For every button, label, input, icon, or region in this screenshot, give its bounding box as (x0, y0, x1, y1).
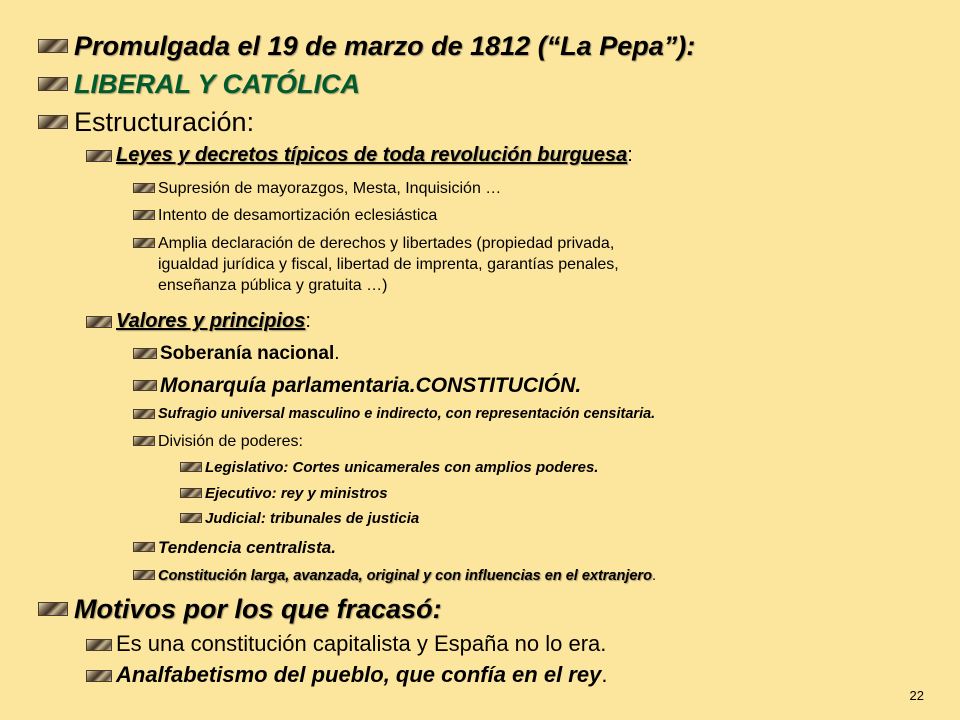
bullet-line-supresion (133, 178, 501, 199)
bullet-line-motivos (38, 593, 442, 625)
bullet-line-soberania (133, 342, 340, 366)
page-number: 22 (909, 688, 924, 703)
intento-text: Intento de desamortización eclesiástica (158, 207, 438, 224)
bullet-line-division (133, 431, 303, 452)
soberania-text: Soberanía nacional (160, 343, 335, 364)
motivos-text: Motivos por los que fracasó: (74, 594, 442, 624)
analfabetismo-suffix: . (601, 662, 608, 687)
bullet-icon (38, 115, 68, 129)
bullet-line-tendencia (133, 537, 336, 559)
bullet-icon (133, 348, 157, 359)
ejecutivo-text: Ejecutivo: rey y ministros (205, 485, 388, 502)
bullet-icon (133, 183, 155, 193)
bullet-icon (38, 602, 68, 616)
bullet-line-analfabetismo (86, 662, 607, 688)
capitalista-text: Es una constitución capitalista y España no lo era. (116, 631, 607, 656)
sufragio-text: Sufragio universal masculino e indirecto, con representación censitaria. (158, 406, 656, 422)
amplia-line-3: enseñanza pública y gratuita …) (158, 277, 388, 294)
bullet-line-capitalista (86, 631, 606, 657)
constitucion-text: Constitución larga, avanzada, original y con influencias en el extranjero (158, 568, 652, 584)
amplia-line-2: igualdad jurídica y fiscal, libertad de imprenta, garantías penales, (158, 256, 619, 273)
bullet-line-amplia (133, 233, 619, 296)
bullet-line-constitucion (133, 566, 656, 586)
valores-suffix: : (305, 310, 311, 332)
bullet-icon (133, 542, 155, 552)
bullet-icon (38, 39, 68, 53)
bullet-icon (180, 488, 202, 498)
legislativo-text: Legislativo: Cortes unicamerales con amplios poderes. (205, 459, 599, 476)
bullet-icon (86, 150, 112, 162)
monarquia-text: Monarquía parlamentaria.CONSTITUCIÓN. (160, 374, 582, 397)
leyes-suffix: : (627, 144, 633, 166)
bullet-line-promulgada (38, 30, 695, 62)
bullet-line-sufragio (133, 405, 655, 424)
bullet-icon (86, 670, 112, 682)
bullet-icon (133, 570, 155, 580)
bullet-line-ejecutivo (180, 484, 388, 504)
bullet-line-intento (133, 205, 437, 226)
amplia-line-1: Amplia declaración de derechos y libertades (propiedad privada, (158, 235, 615, 252)
tendencia-text: Tendencia centralista. (158, 538, 336, 557)
analfabetismo-text: Analfabetismo del pueblo, que confía en el rey (116, 662, 602, 687)
soberania-suffix: . (334, 343, 340, 364)
estructuracion-text: Estructuración: (74, 107, 255, 137)
bullet-line-judicial (180, 509, 419, 529)
amplia-text (158, 233, 619, 296)
bullet-icon (180, 513, 202, 523)
leyes-text: Leyes y decretos típicos de toda revolución burguesa (116, 144, 628, 166)
constitucion-suffix: . (651, 568, 656, 584)
bullet-icon (38, 77, 68, 91)
liberal-text: LIBERAL Y CATÓLICA (74, 69, 361, 99)
bullet-line-monarquia (133, 373, 581, 398)
bullet-line-legislativo (180, 458, 598, 478)
bullet-line-liberal (38, 68, 360, 100)
judicial-text: Judicial: tribunales de justicia (205, 510, 420, 527)
valores-text: Valores y principios (116, 310, 306, 332)
promulgada-text: Promulgada el 19 de marzo de 1812 (“La Pepa”): (74, 31, 696, 61)
supresion-text: Supresión de mayorazgos, Mesta, Inquisición … (158, 180, 502, 197)
bullet-icon (133, 380, 157, 391)
bullet-icon (133, 238, 155, 248)
bullet-line-valores (86, 309, 311, 334)
bullet-icon (133, 210, 155, 220)
bullet-icon (133, 436, 155, 446)
bullet-icon (133, 409, 155, 419)
bullet-icon (180, 462, 202, 472)
bullet-line-leyes (86, 143, 633, 168)
division-text: División de poderes: (158, 433, 303, 450)
bullet-icon (86, 316, 112, 328)
bullet-icon (86, 639, 112, 651)
bullet-line-estructuracion (38, 106, 254, 138)
